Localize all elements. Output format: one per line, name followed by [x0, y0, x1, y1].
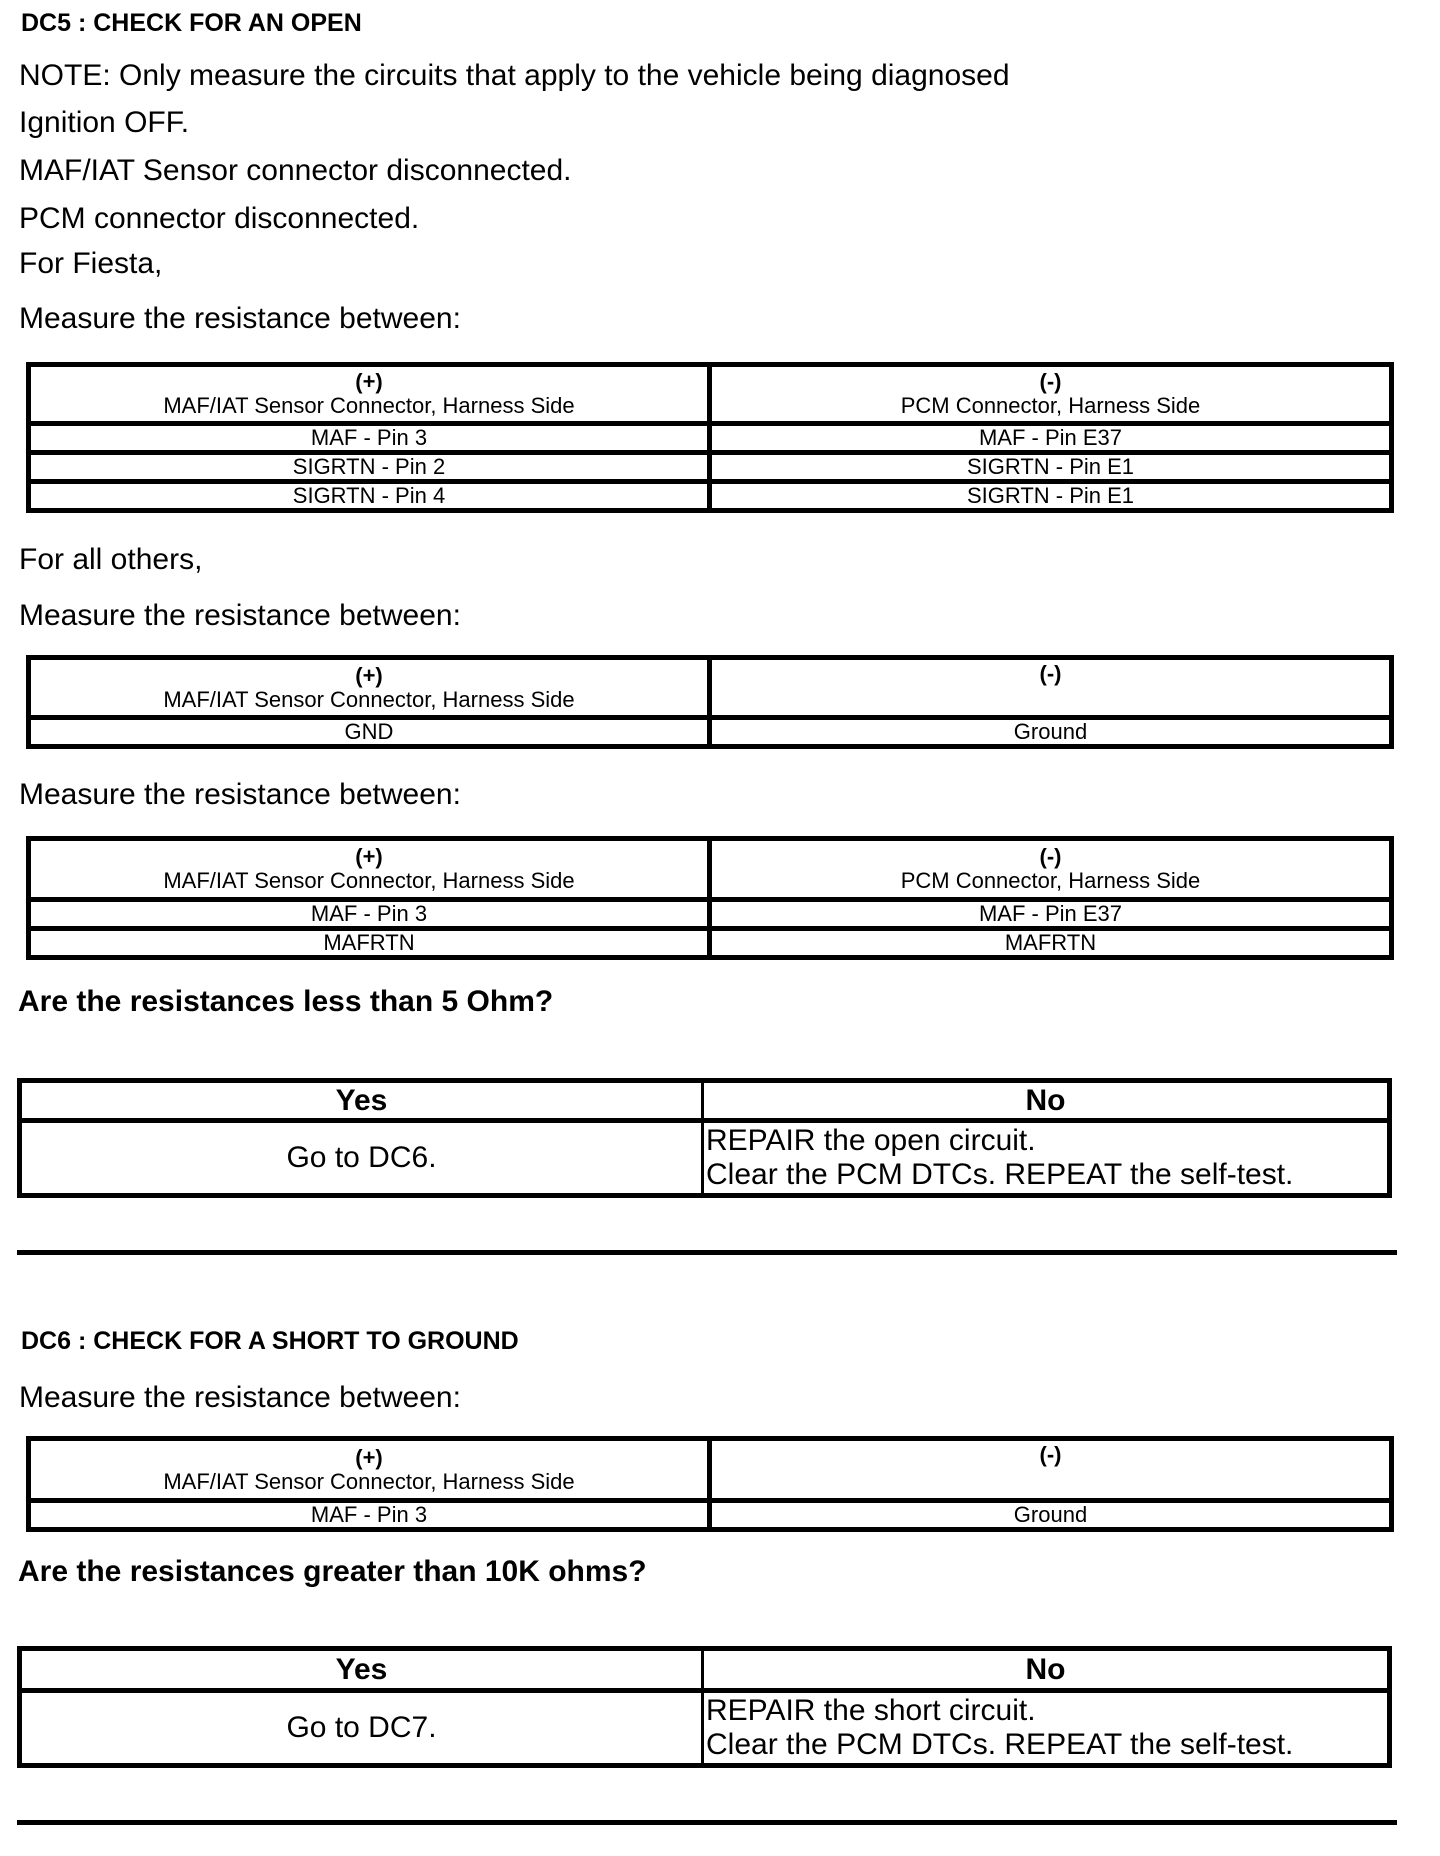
- measure-label-3: Measure the resistance between:: [19, 778, 461, 811]
- positive-header-label: MAF/IAT Sensor Connector, Harness Side: [163, 686, 575, 712]
- negative-header-label: PCM Connector, Harness Side: [900, 868, 1201, 893]
- positive-header-cell: [29, 365, 710, 424]
- ignition-line: Ignition OFF.: [19, 106, 190, 139]
- positive-header-label: MAF/IAT Sensor Connector, Harness Side: [163, 393, 575, 418]
- decision-header-row: [20, 1649, 1390, 1691]
- negative-header-cell: [710, 1439, 1392, 1501]
- measure-label-1: Measure the resistance between:: [19, 302, 461, 335]
- table-header-row: [29, 365, 1392, 424]
- measure-label-2: Measure the resistance between:: [19, 599, 461, 632]
- section-divider: [17, 1820, 1397, 1825]
- dc5-heading: DC5 : CHECK FOR AN OPEN: [21, 9, 362, 37]
- yes-header: Yes: [20, 1649, 703, 1691]
- note-line: NOTE: Only measure the circuits that apply to the vehicle being diagnosed: [19, 59, 1010, 92]
- table-cell: MAFRTN: [29, 929, 710, 958]
- positive-header-label: MAF/IAT Sensor Connector, Harness Side: [163, 868, 575, 893]
- table-header-row: [29, 1439, 1392, 1501]
- positive-polarity: (+): [355, 662, 383, 688]
- positive-header-cell: [29, 1439, 710, 1501]
- negative-polarity: (-): [1039, 661, 1062, 686]
- decision-row: [20, 1121, 1390, 1196]
- dc6-decision-table: [17, 1646, 1392, 1768]
- for-all-others-line: For all others,: [19, 543, 203, 576]
- positive-polarity: (+): [355, 1444, 383, 1470]
- table-cell: SIGRTN - Pin 2: [29, 453, 710, 482]
- table-cell: MAF - Pin E37: [710, 900, 1392, 929]
- table-row: [29, 929, 1392, 958]
- no-header: No: [703, 1081, 1390, 1121]
- table-row: [29, 482, 1392, 511]
- yes-action: Go to DC7.: [20, 1691, 703, 1766]
- table-row: [29, 453, 1392, 482]
- no-action-line-2: Clear the PCM DTCs. REPEAT the self-test.: [706, 1728, 1294, 1761]
- table-cell: SIGRTN - Pin E1: [710, 453, 1392, 482]
- table-cell: Ground: [710, 1501, 1392, 1530]
- table-row: [29, 424, 1392, 453]
- yes-header: Yes: [20, 1081, 703, 1121]
- dc6-measurement-table: [26, 1436, 1394, 1532]
- table-cell: MAF - Pin 3: [29, 1501, 710, 1530]
- positive-polarity: (+): [355, 369, 383, 394]
- table-row: [29, 1501, 1392, 1530]
- table-cell: MAF - Pin E37: [710, 424, 1392, 453]
- dc6-question: Are the resistances greater than 10K ohms?: [18, 1555, 647, 1588]
- negative-header-cell: [710, 365, 1392, 424]
- negative-polarity: (-): [1039, 369, 1062, 394]
- table-row: [29, 718, 1392, 747]
- dc5-decision-table: [17, 1078, 1392, 1198]
- positive-header-label: MAF/IAT Sensor Connector, Harness Side: [163, 1468, 575, 1494]
- no-action-cell: [703, 1691, 1390, 1766]
- dc6-measure-label: Measure the resistance between:: [19, 1381, 461, 1414]
- table-cell: MAF - Pin 3: [29, 424, 710, 453]
- yes-action: Go to DC6.: [20, 1121, 703, 1196]
- others-pcm-table: [26, 836, 1394, 960]
- negative-header-cell: [710, 658, 1392, 718]
- fiesta-measurement-table: [26, 362, 1394, 513]
- table-header-row: [29, 839, 1392, 900]
- no-header: No: [703, 1649, 1390, 1691]
- negative-header-cell: [710, 839, 1392, 900]
- table-cell: SIGRTN - Pin 4: [29, 482, 710, 511]
- others-ground-table: [26, 655, 1394, 749]
- no-action-line-2: Clear the PCM DTCs. REPEAT the self-test.: [706, 1158, 1294, 1191]
- negative-polarity: (-): [1039, 1442, 1062, 1467]
- table-cell: MAFRTN: [710, 929, 1392, 958]
- table-cell: MAF - Pin 3: [29, 900, 710, 929]
- no-action-line-1: REPAIR the open circuit.: [706, 1124, 1036, 1157]
- maf-connector-line: MAF/IAT Sensor connector disconnected.: [19, 154, 572, 187]
- table-row: [29, 900, 1392, 929]
- positive-polarity: (+): [355, 844, 383, 869]
- table-cell: Ground: [710, 718, 1392, 747]
- section-divider: [17, 1250, 1397, 1255]
- decision-header-row: [20, 1081, 1390, 1121]
- table-header-row: [29, 658, 1392, 718]
- pcm-connector-line: PCM connector disconnected.: [19, 202, 420, 235]
- decision-row: [20, 1691, 1390, 1766]
- dc6-heading: DC6 : CHECK FOR A SHORT TO GROUND: [21, 1327, 519, 1355]
- positive-header-cell: [29, 658, 710, 718]
- no-action-line-1: REPAIR the short circuit.: [706, 1694, 1036, 1727]
- negative-polarity: (-): [1039, 844, 1062, 869]
- negative-header-label: PCM Connector, Harness Side: [900, 393, 1201, 418]
- table-cell: GND: [29, 718, 710, 747]
- dc5-question: Are the resistances less than 5 Ohm?: [18, 985, 554, 1018]
- table-cell: SIGRTN - Pin E1: [710, 482, 1392, 511]
- for-fiesta-line: For Fiesta,: [19, 247, 163, 280]
- no-action-cell: [703, 1121, 1390, 1196]
- positive-header-cell: [29, 839, 710, 900]
